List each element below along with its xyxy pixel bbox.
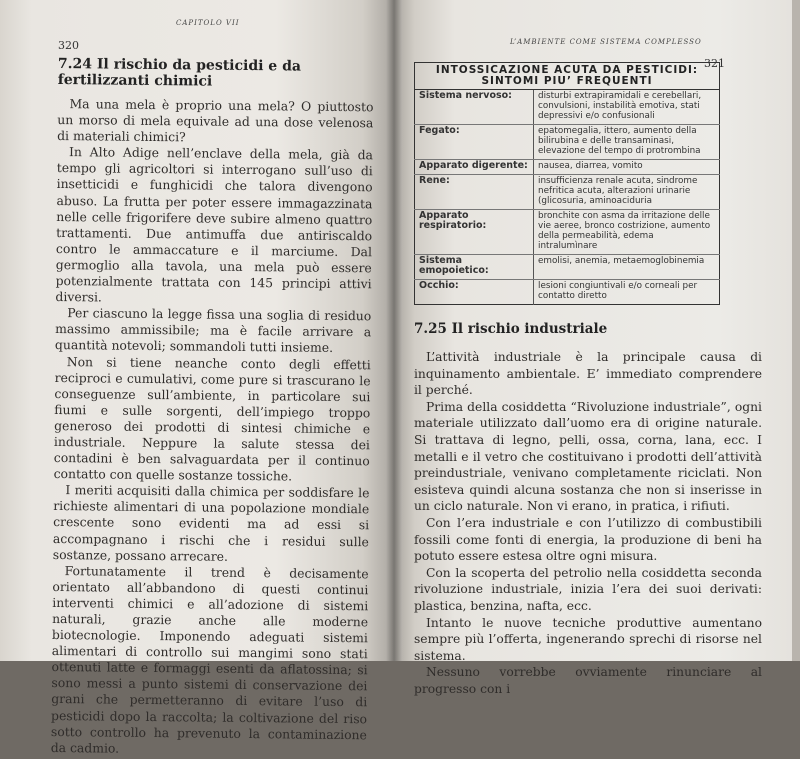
system-cell: Occhio:	[415, 280, 534, 305]
book-gutter	[386, 0, 402, 661]
symptoms-table	[414, 62, 720, 305]
paragraph: Prima della cosiddetta “Rivoluzione industriale”, ogni materiale utilizzato dall’uomo era di origine naturale. Si trattava di legno, pelli, ossa, corna, lana, ecc. I metalli e il vetro che costituivano i prodotti dell’attività preindustriale, venivano completamente riciclati. Non esisteva quindi alcuna sostanza che non si inserisse in un ciclo naturale. Non vi erano, in pratica, i rifiuti.	[414, 399, 762, 514]
table-row	[415, 175, 720, 210]
system-cell: Fegato:	[415, 125, 534, 160]
symptoms-cell: epatomegalia, ittero, aumento della bilirubina e delle transaminasi, elevazione del tempo di protrombina	[534, 125, 720, 160]
running-head-left: CAPITOLO VII	[176, 19, 240, 27]
table-row	[415, 210, 720, 255]
paragraph: Non si tiene neanche conto degli effetti reciproci e cumulativi, come pure si trascurano le conseguenze sull’ambiente, in particolare sui fiumi e sulle sorgenti, dell’impiego troppo generoso dei prodotti di sintesi chimiche e industriale. Neppure la salute stessa dei contadini è ben salvaguardata per il continuo contatto con quelle sostanze tossiche.	[53, 353, 371, 484]
symptoms-cell: disturbi extrapiramidali e cerebellari, convulsioni, instabilità emotiva, stati depressivi e/o confusionali	[534, 90, 720, 125]
section-title-7-24: 7.24 Il rischio da pesticidi e da fertilizzanti chimici	[57, 56, 302, 90]
paragraph: Nessuno vorrebbe ovviamente rinunciare al progresso con i	[414, 665, 762, 696]
right-page	[394, 0, 800, 696]
paragraph: Fortunatamente il trend è decisamente orientato all’abbandono di questi continui interventi chimici e all’adozione di sistemi naturali, grazie anche alle moderne biotecnologie. Imponendo adeguati sistemi alimentari di controllo sui mangimi sono stati ottenuti latte e formaggi esenti da aflatossina; si sono messi a punto sistemi di conservazione dei grani che permetteranno di evitare l’uso di pesticidi dopo la raccolta; la coltivazione del riso sotto controllo ha prevenuto la contaminazione da cadmio.	[50, 562, 369, 756]
system-cell: Apparato respiratorio:	[415, 210, 534, 255]
system-cell: Sistema nervoso:	[415, 90, 534, 125]
table-row	[415, 90, 720, 125]
table-row	[415, 255, 720, 280]
page-number-left: 320	[58, 39, 79, 52]
running-head-right: L’AMBIENTE COME SISTEMA COMPLESSO	[510, 38, 702, 46]
symptoms-cell: bronchite con asma da irritazione delle vie aeree, bronco costrizione, aumento della permeabilità, edema intralumìnare	[534, 210, 720, 255]
symptoms-cell: lesioni congiuntivali e/o corneali per contatto diretto	[538, 281, 698, 301]
paragraph: Ma una mela è proprio una mela? O piuttosto un morso di mela equivale ad una dose velenosa di materiali chimici?	[57, 96, 374, 145]
system-cell: Rene:	[415, 175, 534, 210]
paragraph: Con l’era industriale e con l’utilizzo di combustibili fossili come fonti di energia, la produzione di beni ha potuto essere estesa oltre ogni misura.	[414, 515, 762, 564]
page-number-right: 321	[704, 57, 725, 70]
table-title: INTOSSICAZIONE ACUTA DA PESTICIDI: SINTOMI PIU’ FREQUENTI	[415, 63, 720, 90]
symptoms-cell: emolisi, anemia, metaemoglobinemia	[534, 255, 720, 280]
system-cell: Sistema emopoietico:	[415, 255, 534, 280]
page-edge	[792, 0, 800, 661]
section-title-7-25: 7.25 Il rischio industriale	[414, 321, 608, 337]
table-row	[415, 125, 720, 160]
paragraph: I meriti acquisiti dalla chimica per soddisfare le richieste alimentari di una popolazione mondiale crescente sono evidenti ma ad essi si accompagnano i rischi che i residui sulle sostanze, possano arrecare.	[52, 482, 370, 564]
paragraph: Per ciascuno la legge fissa una soglia di residuo massimo ammissibile; ma è facile arrivare a quantità notevoli; sommandoli tutti insieme.	[54, 305, 372, 356]
paragraph: Con la scoperta del petrolio nella cosiddetta seconda rivoluzione industriale, inizia l’era dei suoi derivati: plastica, benzina, nafta, ecc.	[414, 565, 762, 613]
table-row	[415, 160, 720, 175]
right-page-content	[414, 62, 762, 697]
symptoms-cell: nausea, diarrea, vomito	[534, 160, 720, 175]
left-page-content	[51, 56, 374, 759]
symptoms-cell: insufficienza renale acuta, sindrome nefritica acuta, alterazioni urinarie (glicosuria, aminoaciduria	[534, 175, 720, 210]
table-row	[415, 280, 720, 305]
paragraph: Intanto le nuove tecniche produttive aumentano sempre più l’offerta, ingenerando sprechi di risorse nel sistema.	[414, 615, 762, 663]
paragraph: L’attività industriale è la principale causa di inquinamento ambientale. E’ immediato comprendere il perché.	[414, 350, 762, 398]
paragraph: In Alto Adige nell’enclave della mela, già da tempo gli agricoltori si interrogano sull’uso di insetticidi e funghicidi che talora divengono abuso. La frutta per poter essere immagazzinata nelle celle frigorifere deve subire almeno quattro trattamenti. Due antimuffa due antiriscaldo contro le ammaccature e il marciume. Dal germoglio alla tavola, una mela può essere potenzialmente trattata con 145 principi attivi diversi.	[55, 144, 374, 305]
system-cell: Apparato digerente:	[415, 160, 534, 175]
left-page	[0, 0, 394, 756]
